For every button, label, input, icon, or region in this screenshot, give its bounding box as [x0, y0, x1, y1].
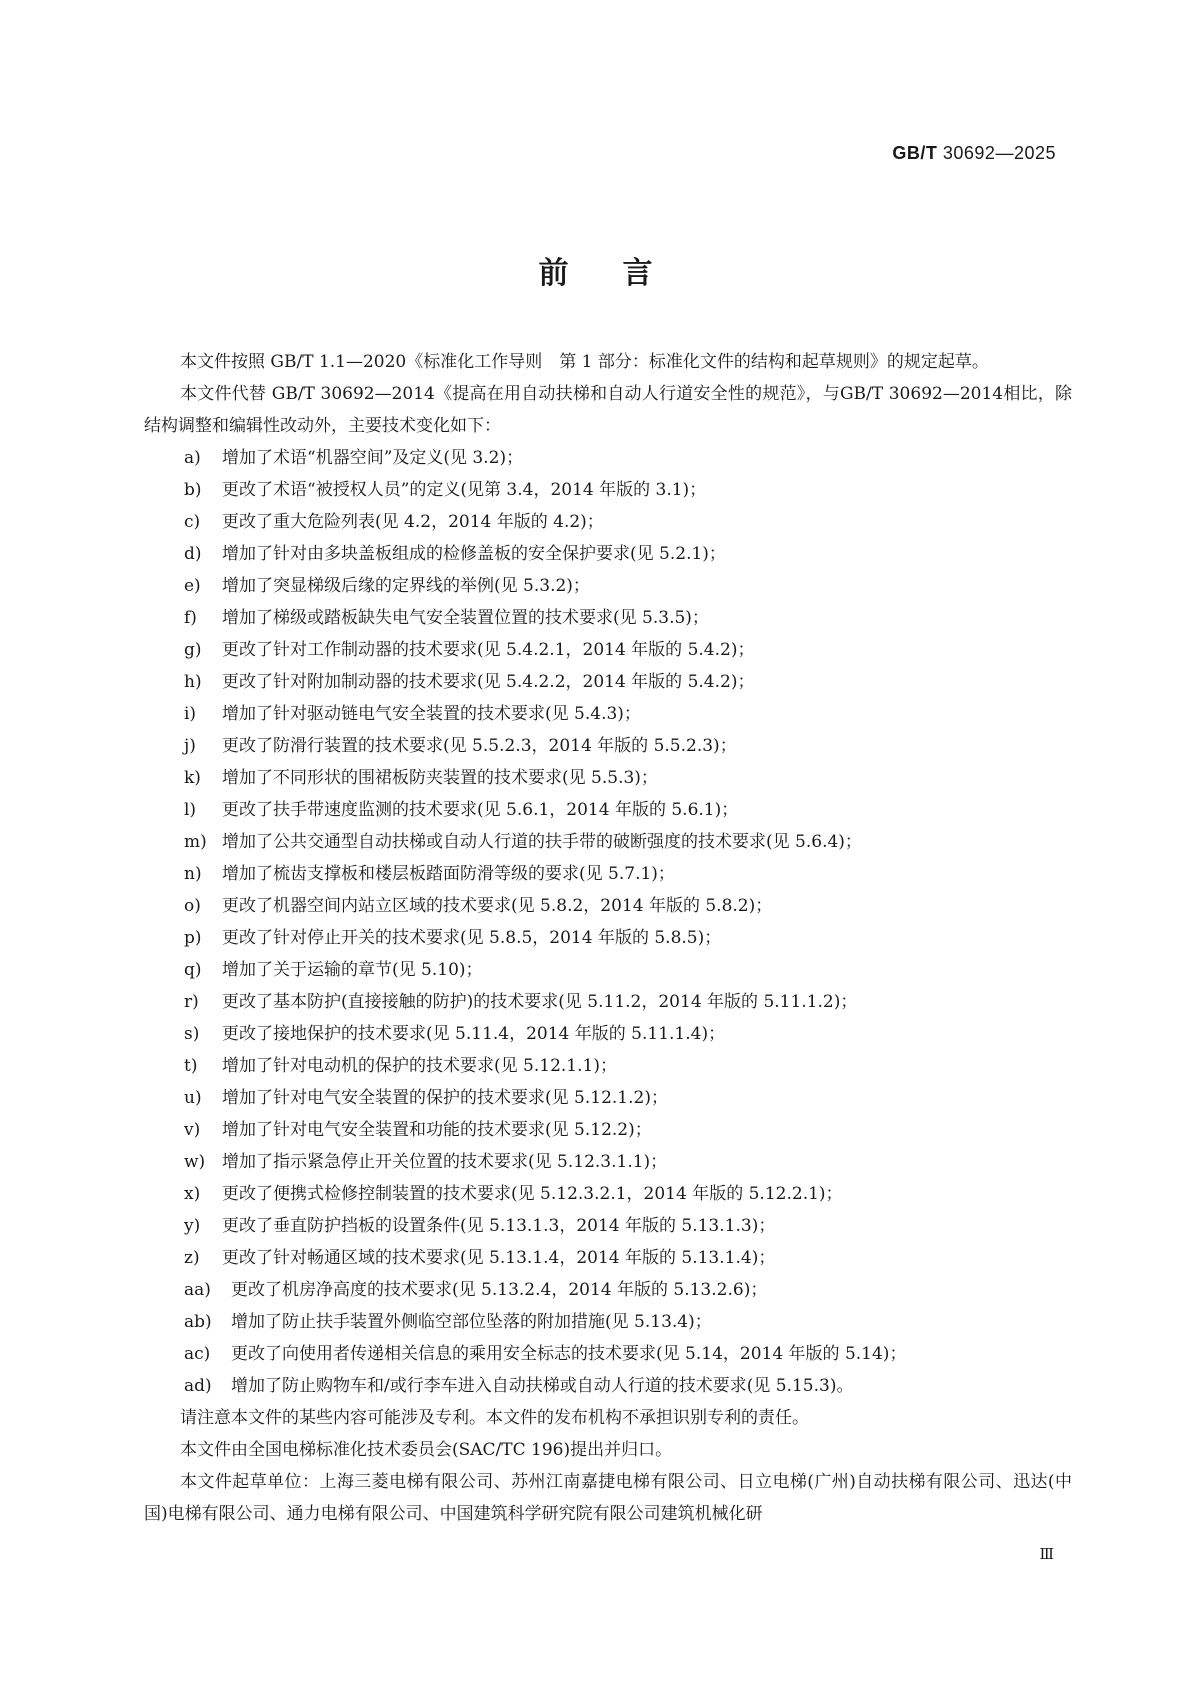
list-item-marker: g) — [184, 640, 202, 660]
list-item — [144, 698, 1072, 730]
list-item-marker: q) — [184, 960, 202, 980]
list-item-marker: j) — [184, 736, 196, 756]
list-item-text: 更改了针对附加制动器的技术要求(见 5.4.2.2，2014 年版的 5.4.2)； — [222, 672, 755, 692]
list-item-text: 增加了术语“机器空间”及定义(见 3.2)； — [222, 448, 524, 468]
list-item — [144, 474, 1072, 506]
list-item-text: 增加了指示紧急停止开关位置的技术要求(见 5.12.3.1.1)； — [222, 1152, 668, 1172]
list-item-text: 增加了梯级或踏板缺失电气安全装置位置的技术要求(见 5.3.5)； — [222, 608, 709, 628]
list-item-text: 更改了机房净高度的技术要求(见 5.13.2.4，2014 年版的 5.13.2.6)； — [231, 1280, 768, 1300]
list-item — [144, 794, 1072, 826]
list-item-text: 更改了术语“被授权人员”的定义(见第 3.4，2014 年版的 3.1)； — [222, 480, 707, 500]
list-item-text: 增加了针对由多块盖板组成的检修盖板的安全保护要求(见 5.2.1)； — [222, 544, 726, 564]
paragraph-replacement: 本文件代替 GB/T 30692—2014《提高在用自动扶梯和自动人行道安全性的规范》，与GB/T 30692—2014相比，除结构调整和编辑性改动外，主要技术变化如下： — [144, 384, 1072, 436]
technical-changes-list — [144, 442, 1072, 1402]
list-item — [144, 890, 1072, 922]
list-item-text: 增加了突显梯级后缘的定界线的举例(见 5.3.2)； — [222, 576, 590, 596]
list-item — [144, 634, 1072, 666]
list-item-text: 更改了扶手带速度监测的技术要求(见 5.6.1，2014 年版的 5.6.1)； — [222, 800, 739, 820]
list-item-text: 增加了不同形状的围裙板防夹装置的技术要求(见 5.5.3)； — [222, 768, 658, 788]
list-item — [144, 666, 1072, 698]
list-item-text: 更改了针对工作制动器的技术要求(见 5.4.2.1，2014 年版的 5.4.2)； — [222, 640, 755, 660]
page-number: Ⅲ — [1039, 1545, 1054, 1563]
list-item-marker: n) — [184, 864, 202, 884]
list-item-text: 增加了针对电气安全装置的保护的技术要求(见 5.12.1.2)； — [222, 1088, 668, 1108]
list-item — [144, 1210, 1072, 1242]
list-item — [144, 1242, 1072, 1274]
list-item-text: 更改了接地保护的技术要求(见 5.11.4，2014 年版的 5.11.1.4)； — [222, 1024, 726, 1044]
foreword-body — [144, 346, 1072, 1530]
list-item-text: 更改了针对停止开关的技术要求(见 5.8.5，2014 年版的 5.8.5)； — [222, 928, 722, 948]
list-item-marker: b) — [184, 480, 202, 500]
list-item-text: 更改了重大危险列表(见 4.2，2014 年版的 4.2)； — [222, 512, 604, 532]
list-item-marker: ad) — [184, 1376, 212, 1396]
list-item-marker: e) — [184, 576, 201, 596]
list-item-text: 增加了防止扶手装置外侧临空部位坠落的附加措施(见 5.13.4)； — [231, 1312, 712, 1332]
list-item-marker: ab) — [184, 1312, 212, 1332]
list-item — [144, 922, 1072, 954]
list-item-text: 增加了针对电动机的保护的技术要求(见 5.12.1.1)； — [222, 1056, 617, 1076]
list-item — [144, 1178, 1072, 1210]
list-item — [144, 1082, 1072, 1114]
list-item-text: 更改了针对畅通区域的技术要求(见 5.13.1.4，2014 年版的 5.13.1.4)； — [222, 1248, 776, 1268]
list-item-marker: m) — [184, 832, 207, 852]
list-item — [144, 538, 1072, 570]
list-item — [144, 954, 1072, 986]
list-item-marker: o) — [184, 896, 201, 916]
list-item-marker: y) — [184, 1216, 201, 1236]
list-item — [144, 858, 1072, 890]
list-item-text: 增加了针对电气安全装置和功能的技术要求(见 5.12.2)； — [222, 1120, 652, 1140]
list-item-text: 增加了公共交通型自动扶梯或自动人行道的扶手带的破断强度的技术要求(见 5.6.4)； — [222, 832, 862, 852]
list-item — [144, 826, 1072, 858]
paragraph-drafting-rules: 本文件按照 GB/T 1.1—2020《标准化工作导则 第 1 部分：标准化文件的结构和起草规则》的规定起草。 — [180, 352, 989, 372]
list-item-text: 更改了便携式检修控制装置的技术要求(见 5.12.3.2.1，2014 年版的 5.12.2.1)； — [222, 1184, 843, 1204]
list-item-marker: c) — [184, 512, 201, 532]
paragraph-drafting-units: 本文件起草单位：上海三菱电梯有限公司、苏州江南嘉捷电梯有限公司、日立电梯(广州)自动扶梯有限公司、迅达(中国)电梯有限公司、通力电梯有限公司、中国建筑科学研究院有限公司建筑机械化研 — [144, 1472, 1072, 1524]
list-item-marker: v) — [184, 1120, 201, 1140]
list-item-text: 更改了向使用者传递相关信息的乘用安全标志的技术要求(见 5.14，2014 年版的 5.14)； — [231, 1344, 907, 1364]
list-item-marker: f) — [184, 608, 197, 628]
list-item-marker: aa) — [184, 1280, 211, 1300]
list-item-marker: w) — [184, 1152, 206, 1172]
list-item — [144, 1018, 1072, 1050]
list-item-marker: a) — [184, 448, 201, 468]
standard-number: 30692—2025 — [937, 143, 1056, 163]
list-item-text: 增加了针对驱动链电气安全装置的技术要求(见 5.4.3)； — [222, 704, 641, 724]
list-item — [144, 570, 1072, 602]
list-item-text: 更改了机器空间内站立区域的技术要求(见 5.8.2，2014 年版的 5.8.2)； — [222, 896, 773, 916]
list-item-text: 增加了梳齿支撑板和楼层板踏面防滑等级的要求(见 5.7.1)； — [222, 864, 675, 884]
list-item — [144, 602, 1072, 634]
list-item-text: 更改了防滑行装置的技术要求(见 5.5.2.3，2014 年版的 5.5.2.3)； — [222, 736, 737, 756]
list-item-marker: h) — [184, 672, 202, 692]
list-item — [144, 1274, 1072, 1306]
list-item-text: 更改了垂直防护挡板的设置条件(见 5.13.1.3，2014 年版的 5.13.1.3)； — [222, 1216, 776, 1236]
list-item-marker: u) — [184, 1088, 202, 1108]
list-item-marker: x) — [184, 1184, 201, 1204]
list-item — [144, 1370, 1072, 1402]
list-item-marker: r) — [184, 992, 199, 1012]
list-item-marker: s) — [184, 1024, 200, 1044]
standard-code — [892, 143, 1056, 164]
list-item-marker: p) — [184, 928, 202, 948]
list-item — [144, 1306, 1072, 1338]
list-item-marker: i) — [184, 704, 197, 724]
list-item-marker: z) — [184, 1248, 200, 1268]
list-item-marker: d) — [184, 544, 202, 564]
list-item-text: 更改了基本防护(直接接触的防护)的技术要求(见 5.11.2，2014 年版的 5.11.1.2)； — [222, 992, 858, 1012]
list-item — [144, 1050, 1072, 1082]
list-item — [144, 986, 1072, 1018]
list-item — [144, 762, 1072, 794]
list-item — [144, 1146, 1072, 1178]
list-item-text: 增加了防止购物车和/或行李车进入自动扶梯或自动人行道的技术要求(见 5.15.3)。 — [231, 1376, 854, 1396]
paragraph-committee: 本文件由全国电梯标准化技术委员会(SAC/TC 196)提出并归口。 — [180, 1440, 673, 1460]
list-item-marker: t) — [184, 1056, 198, 1076]
list-item-marker: ac) — [184, 1344, 211, 1364]
list-item — [144, 506, 1072, 538]
list-item-marker: l) — [184, 800, 197, 820]
list-item — [144, 1114, 1072, 1146]
list-item — [144, 1338, 1072, 1370]
standard-prefix: GB/T — [892, 143, 938, 163]
page-title: 前言 — [538, 256, 707, 291]
list-item — [144, 442, 1072, 474]
list-item — [144, 730, 1072, 762]
list-item-text: 增加了关于运输的章节(见 5.10)； — [222, 960, 483, 980]
paragraph-patent-notice: 请注意本文件的某些内容可能涉及专利。本文件的发布机构不承担识别专利的责任。 — [180, 1408, 809, 1428]
list-item-marker: k) — [184, 768, 201, 788]
